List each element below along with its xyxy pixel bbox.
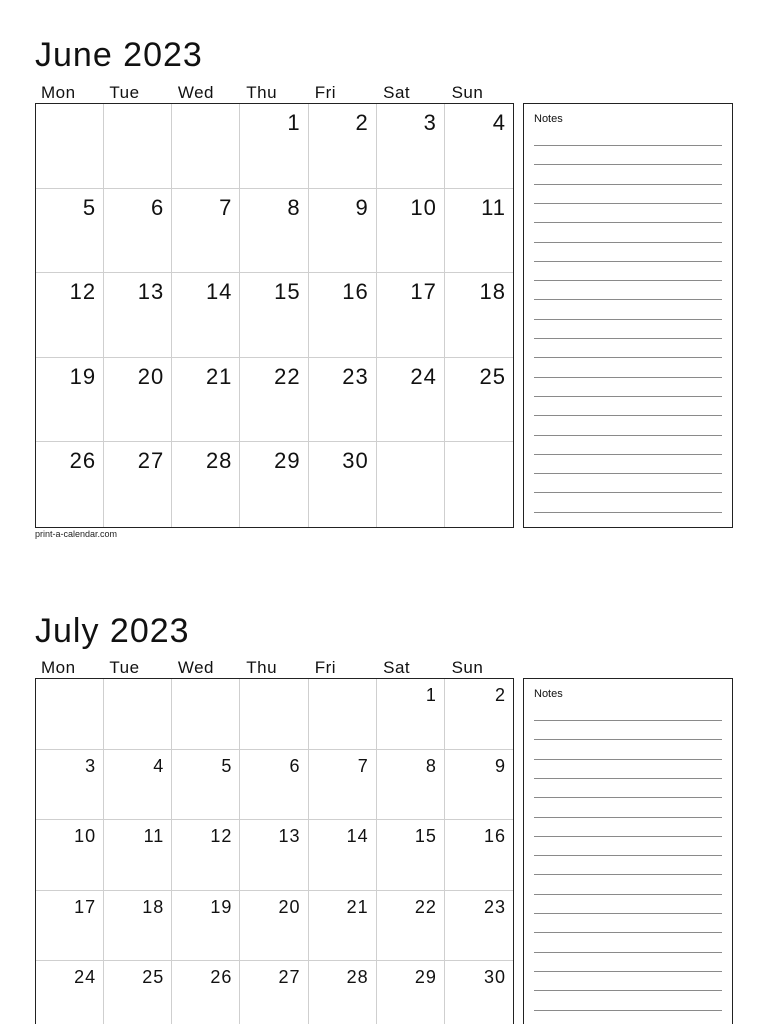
day-cell: [172, 442, 240, 527]
day-cell: [445, 104, 513, 189]
day-cell: [172, 961, 240, 1024]
day-number: 16: [342, 279, 369, 305]
day-number: 21: [205, 363, 233, 389]
day-cell: [240, 273, 308, 358]
weekday-wed: Wed: [177, 658, 214, 677]
day-cell: [309, 442, 377, 527]
day-number: 25: [142, 967, 165, 987]
note-line: [534, 1010, 722, 1011]
day-cell: [445, 961, 513, 1024]
note-line: [534, 357, 722, 358]
day-cell: [240, 820, 308, 891]
day-cell: [104, 891, 172, 962]
day-cell: [309, 358, 377, 443]
day-cell: [309, 891, 377, 962]
day-number: 15: [274, 279, 301, 305]
weekday-mon: Mon: [41, 83, 76, 102]
day-cell: [104, 679, 172, 750]
day-cell: [309, 750, 377, 821]
day-number: 14: [346, 826, 369, 846]
day-number: 29: [414, 967, 437, 987]
day-number: 26: [210, 967, 233, 987]
day-number: 21: [346, 896, 369, 917]
day-number: 18: [479, 279, 506, 305]
day-number: 9: [355, 194, 369, 220]
notes-label: Notes: [534, 688, 563, 700]
note-line: [534, 932, 722, 933]
day-number: 4: [492, 110, 506, 135]
weekday-fri: Fri: [314, 658, 337, 677]
note-line: [534, 894, 722, 895]
day-number: 7: [219, 194, 233, 220]
note-line: [534, 454, 722, 455]
month-july: [0, 614, 768, 1024]
day-number: 15: [414, 826, 437, 846]
day-cell: [36, 358, 104, 443]
day-cell: [309, 104, 377, 189]
day-cell: [377, 104, 445, 189]
day-number: 18: [142, 896, 165, 917]
note-line: [534, 377, 722, 378]
day-cell: [377, 189, 445, 274]
note-line: [534, 739, 722, 740]
day-cell: [377, 679, 445, 750]
note-line: [534, 184, 722, 185]
day-cell: [377, 820, 445, 891]
note-line: [534, 797, 722, 798]
note-line: [534, 855, 722, 856]
day-cell: [104, 961, 172, 1024]
day-number: 13: [137, 279, 165, 305]
note-line: [534, 415, 722, 416]
day-number: 2: [494, 685, 506, 705]
weekday-sat: Sat: [383, 83, 411, 102]
day-cell: [240, 442, 308, 527]
day-cell: [240, 679, 308, 750]
day-number: 10: [74, 826, 97, 846]
weekday-fri: Fri: [314, 83, 337, 102]
day-number: 23: [342, 363, 369, 389]
day-number: 9: [494, 755, 506, 776]
day-cell: [377, 273, 445, 358]
weekday-thu: Thu: [246, 658, 278, 677]
day-cell: [172, 891, 240, 962]
day-cell: [240, 891, 308, 962]
month-june: [0, 38, 768, 538]
day-number: 4: [153, 755, 165, 776]
day-cell: [240, 104, 308, 189]
day-number: 11: [481, 194, 506, 220]
day-cell: [172, 679, 240, 750]
note-line: [534, 952, 722, 953]
note-line: [534, 836, 722, 837]
day-number: 28: [205, 448, 233, 474]
notes-panel: [523, 103, 733, 528]
day-number: 22: [274, 363, 301, 389]
day-number: 27: [278, 967, 301, 987]
day-number: 20: [278, 896, 301, 917]
day-cell: [104, 750, 172, 821]
day-number: 24: [410, 363, 437, 389]
day-number: 12: [210, 826, 233, 846]
note-line: [534, 319, 722, 320]
day-number: 19: [210, 896, 233, 917]
month-title: June 2023: [35, 36, 203, 74]
day-cell: [445, 442, 513, 527]
day-cell: [104, 820, 172, 891]
day-cell: [445, 820, 513, 891]
day-cell: [172, 820, 240, 891]
day-number: 26: [69, 448, 97, 474]
weekday-header-row: [35, 658, 514, 678]
day-number: 23: [483, 896, 506, 917]
day-cell: [445, 891, 513, 962]
note-line: [534, 473, 722, 474]
day-cell: [104, 442, 172, 527]
note-line: [534, 338, 722, 339]
day-cell: [172, 273, 240, 358]
note-line: [534, 396, 722, 397]
day-number: 12: [69, 279, 97, 305]
day-cell: [36, 442, 104, 527]
day-cell: [377, 891, 445, 962]
day-cell: [377, 442, 445, 527]
note-line: [534, 990, 722, 991]
note-line: [534, 720, 722, 721]
day-cell: [445, 189, 513, 274]
note-line: [534, 759, 722, 760]
day-number: 25: [479, 363, 506, 389]
day-cell: [36, 891, 104, 962]
day-cell: [240, 358, 308, 443]
weekday-header-row: [35, 83, 514, 103]
day-cell: [104, 273, 172, 358]
day-number: 1: [287, 110, 301, 135]
day-number: 5: [82, 194, 97, 220]
day-cell: [240, 961, 308, 1024]
day-cell: [309, 961, 377, 1024]
note-line: [534, 261, 722, 262]
day-cell: [104, 104, 172, 189]
day-cell: [377, 961, 445, 1024]
day-cell: [172, 189, 240, 274]
weekday-sun: Sun: [451, 658, 484, 677]
day-cell: [309, 679, 377, 750]
day-cell: [36, 820, 104, 891]
day-cell: [36, 679, 104, 750]
day-number: 30: [342, 448, 369, 474]
note-line: [534, 164, 722, 165]
day-cell: [104, 358, 172, 443]
day-cell: [309, 273, 377, 358]
notes-label: Notes: [534, 113, 563, 125]
weekday-sat: Sat: [383, 658, 411, 677]
note-line: [534, 145, 722, 146]
day-number: 8: [287, 194, 301, 220]
day-number: 17: [410, 279, 437, 305]
day-cell: [445, 750, 513, 821]
note-line: [534, 280, 722, 281]
day-number: 3: [423, 110, 437, 135]
day-number: 17: [74, 896, 97, 917]
day-cell: [172, 750, 240, 821]
weekday-tue: Tue: [109, 83, 140, 102]
day-cell: [377, 750, 445, 821]
day-number: 3: [85, 755, 97, 776]
day-number: 7: [357, 755, 369, 776]
day-cell: [445, 679, 513, 750]
day-number: 14: [205, 279, 233, 305]
day-number: 22: [414, 896, 437, 917]
note-line: [534, 874, 722, 875]
day-number: 28: [346, 967, 369, 987]
day-cell: [36, 750, 104, 821]
day-cell: [445, 273, 513, 358]
note-line: [534, 492, 722, 493]
day-cell: [445, 358, 513, 443]
footer-credit: print-a-calendar.com: [35, 529, 118, 539]
weekday-sun: Sun: [451, 83, 484, 102]
day-number: 10: [410, 194, 437, 220]
day-cell: [36, 104, 104, 189]
day-number: 6: [151, 194, 165, 220]
day-cell: [309, 820, 377, 891]
day-number: 13: [278, 826, 301, 846]
day-cell: [240, 750, 308, 821]
day-number: 2: [355, 110, 369, 135]
day-number: 24: [74, 967, 97, 987]
weekday-wed: Wed: [177, 83, 214, 102]
note-line: [534, 817, 722, 818]
day-cell: [377, 358, 445, 443]
note-line: [534, 299, 722, 300]
day-cell: [104, 189, 172, 274]
day-cell: [36, 961, 104, 1024]
day-cell: [36, 273, 104, 358]
weekday-thu: Thu: [246, 83, 278, 102]
note-line: [534, 242, 722, 243]
note-line: [534, 435, 722, 436]
day-number: 19: [69, 363, 97, 389]
calendar-grid: [35, 678, 514, 1024]
day-number: 16: [483, 826, 506, 846]
day-number: 27: [137, 448, 165, 474]
weekday-tue: Tue: [109, 658, 140, 677]
note-line: [534, 222, 722, 223]
note-line: [534, 913, 722, 914]
note-line: [534, 971, 722, 972]
day-number: 6: [289, 755, 301, 776]
note-line: [534, 512, 722, 513]
calendar-grid: [35, 103, 514, 528]
day-number: 30: [483, 967, 506, 987]
note-line: [534, 778, 722, 779]
day-number: 20: [137, 363, 165, 389]
day-number: 29: [274, 448, 301, 474]
day-cell: [36, 189, 104, 274]
notes-panel: [523, 678, 733, 1024]
day-cell: [172, 358, 240, 443]
day-number: 1: [425, 685, 437, 705]
day-cell: [240, 189, 308, 274]
day-cell: [309, 189, 377, 274]
month-title: July 2023: [35, 612, 190, 650]
weekday-mon: Mon: [41, 658, 76, 677]
note-line: [534, 203, 722, 204]
day-cell: [172, 104, 240, 189]
day-number: 8: [425, 755, 437, 776]
day-number: 5: [221, 755, 233, 776]
day-number: 11: [143, 826, 165, 846]
